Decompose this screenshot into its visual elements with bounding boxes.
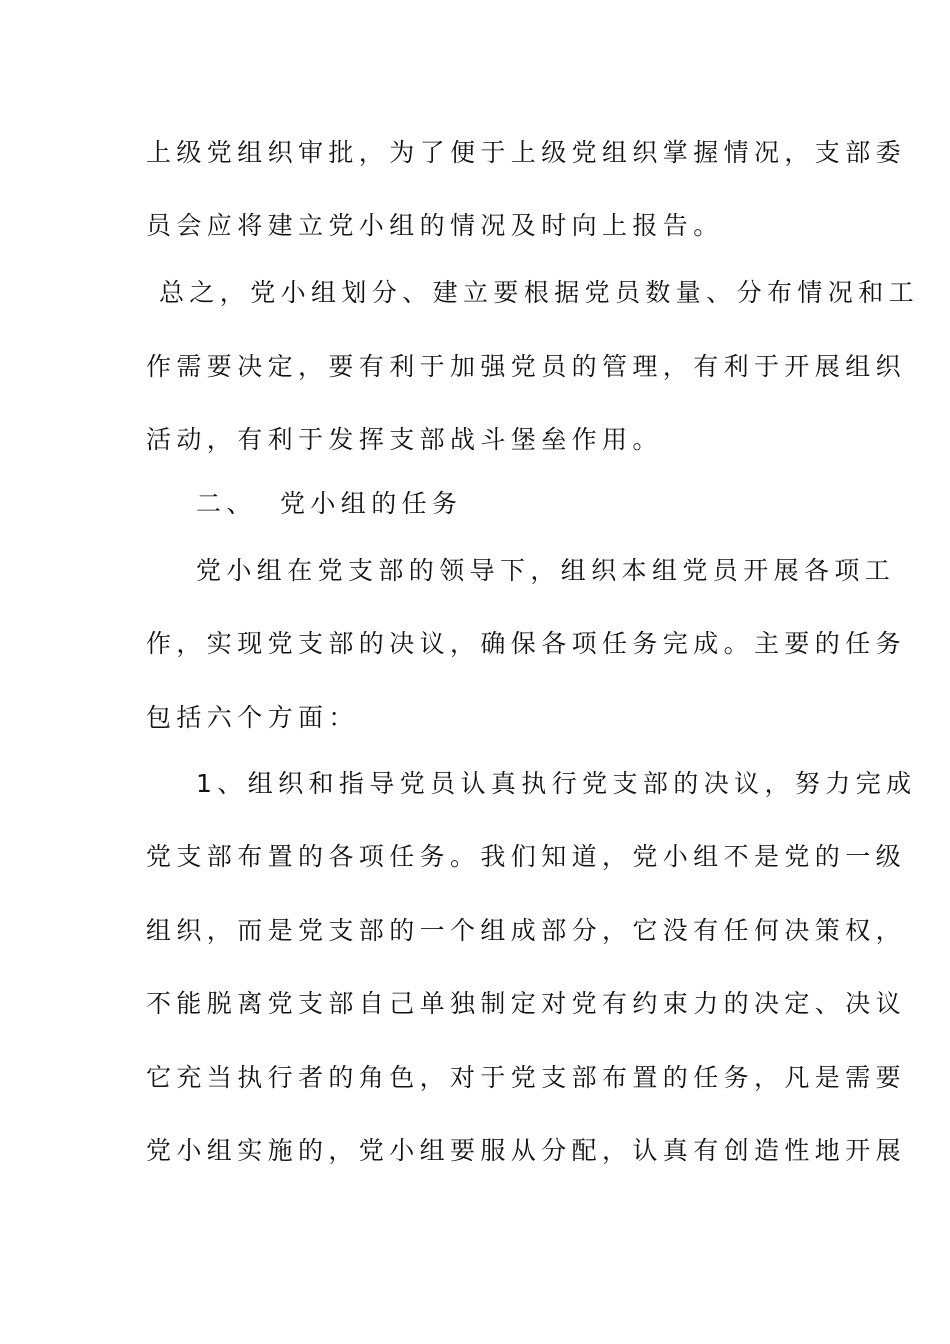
text-line: 作需要决定，要有利于加强党员的管理，有利于开展组织 [146,352,907,381]
text-line: 上级党组织审批，为了便于上级党组织掌握情况，支部委 [146,138,907,167]
text-line: 组织，而是党支部的一个组成部分，它没有任何决策权， [146,916,907,945]
paragraph-start-line: 总之，党小组划分、建立要根据党员数量、分布情况和工 [159,278,920,307]
text-line: 员会应将建立党小组的情况及时向上报告。 [146,211,724,240]
text-line: 党支部布置的各项任务。我们知道，党小组不是党的一级 [146,842,907,871]
text-line: 包括六个方面： [146,703,359,732]
list-item-start-line: 1、组织和指导党员认真执行党支部的决议，努力完成 [196,769,917,798]
text-line: 作，实现党支部的决议，确保各项任务完成。主要的任务 [146,629,907,658]
text-line: 活动，有利于发挥支部战斗堡垒作用。 [146,425,663,454]
text-line: 不能脱离党支部自己单独制定对党有约束力的决定、决议 [146,989,907,1018]
paragraph-start-line: 党小组在党支部的领导下，组织本组党员开展各项工 [196,556,896,585]
text-line: 党小组实施的，党小组要服从分配，认真有创造性地开展 [146,1136,907,1165]
section-title: 党小组的任务 [280,489,463,518]
section-number: 二、 [196,489,257,518]
text-line: 它充当执行者的角色，对于党支部布置的任务，凡是需要 [146,1063,907,1092]
